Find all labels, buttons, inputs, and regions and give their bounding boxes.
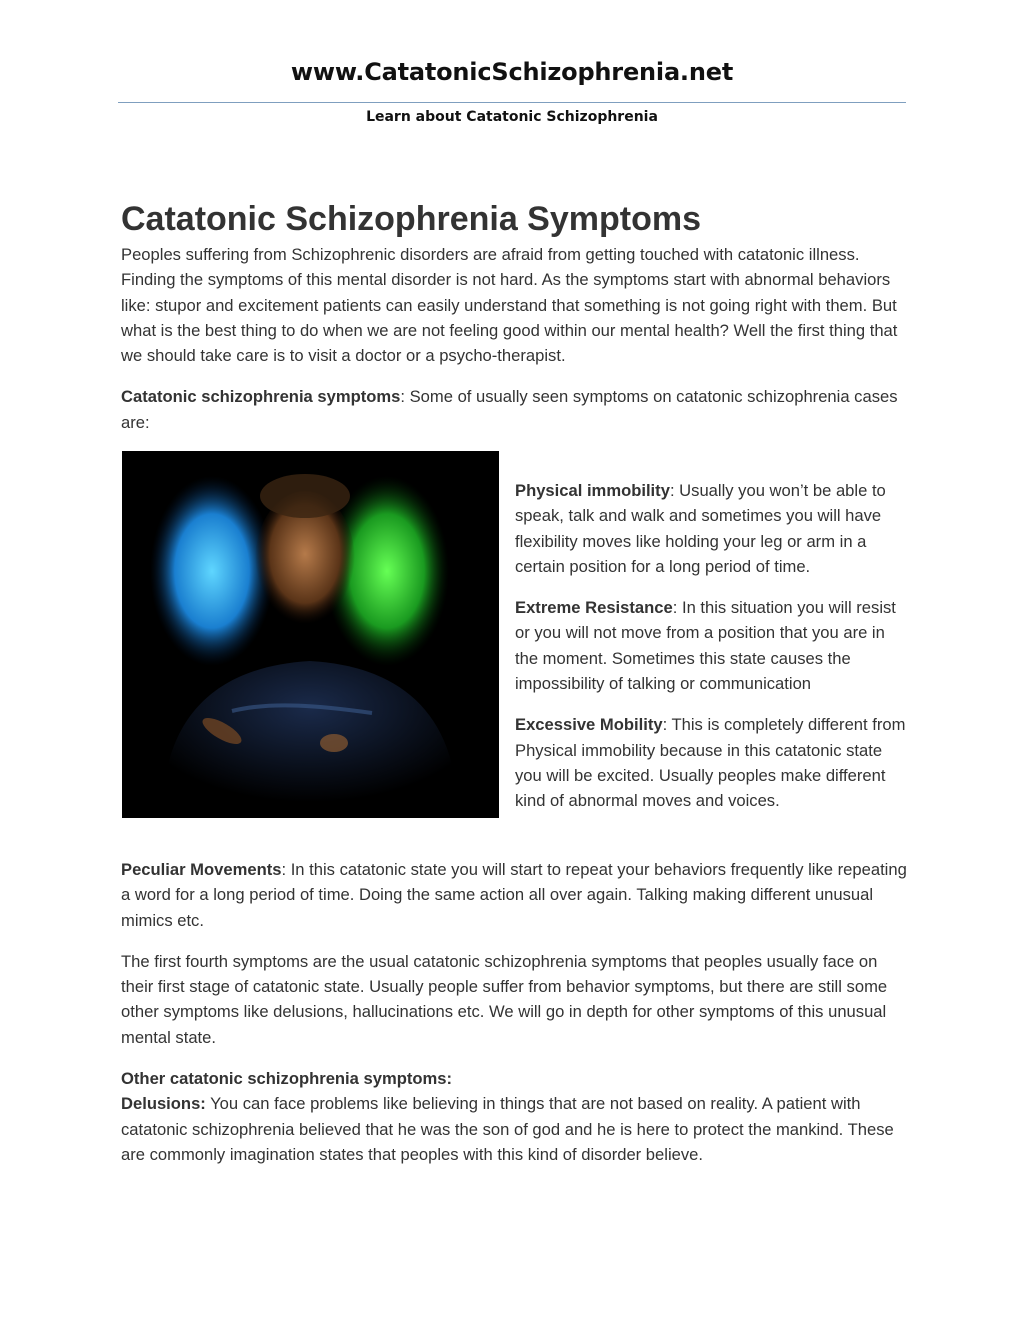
peculiar-movements-paragraph	[121, 857, 907, 933]
peculiar-term: Peculiar Movements	[121, 860, 282, 879]
symptom-item	[515, 712, 907, 813]
man-triple-face-illustration	[122, 451, 499, 818]
symptoms-lead-term: Catatonic schizophrenia symptoms	[121, 387, 401, 407]
summary-paragraph: The first fourth symptoms are the usual catatonic schizophrenia symptoms that peoples usually face on their first stage of catatonic state. Usually people suffer from behavior symptoms, but there are still some other symptoms like delusions, hallucinations etc. We will go in depth for other symptoms of this unusual mental state.	[121, 951, 888, 1047]
site-subtitle: Learn about Catatonic Schizophrenia	[366, 109, 658, 125]
symptom-text: : Usually you won’t be able to speak, talk and walk and sometimes you will have flexibility moves like holding your leg or arm in a certain position for a long period of time.	[515, 481, 886, 576]
symptom-item	[515, 478, 907, 579]
symptoms-lead-paragraph	[121, 384, 907, 435]
symptoms-list	[515, 478, 907, 814]
article-title: Catatonic Schizophrenia Symptoms	[121, 200, 701, 238]
symptom-text: : In this situation you will resist or you will not move from a position that you are in the moment. Sometimes this state causes the impossibility of talking or communication	[515, 598, 896, 694]
intro-paragraph: Peoples suffering from Schizophrenic disorders are afraid from getting touched with catatonic illness. Finding the symptoms of this mental disorder is not hard. As the symptoms start with abnormal behaviors like: stupor and excitement patients can easily understand that something is not going right with them. But what is the best thing to do when we are not feeling good within our mental health? Well the first thing that we should take care is to visit a doctor or a psycho-therapist.	[121, 245, 898, 366]
symptoms-lead-text: : Some of usually seen symptoms on catatonic schizophrenia cases are:	[121, 387, 898, 432]
article-bottom	[121, 857, 907, 1167]
schizophrenia-illustration-image	[122, 451, 499, 818]
symptom-text: : This is completely different from Physical immobility because in this catatonic state you will be excited. Usually peoples make different kind of abnormal moves and voices.	[515, 715, 906, 811]
article-top	[121, 196, 907, 435]
delusions-term: Delusions:	[121, 1094, 206, 1114]
delusions-text: You can face problems like believing in things that are not based on reality. A patient with catatonic schizophrenia believed that he was the son of god and he is here to protect the mankind. These are commonly imagination states that peoples with this kind of disorder believe.	[121, 1094, 894, 1164]
symptom-term: Extreme Resistance	[515, 598, 673, 618]
header-divider	[118, 102, 906, 103]
symptom-term: Excessive Mobility	[515, 715, 663, 735]
symptom-item	[515, 595, 907, 696]
delusions-paragraph	[121, 1091, 907, 1167]
other-symptoms-heading: Other catatonic schizophrenia symptoms:	[121, 1069, 453, 1089]
symptom-term: Physical immobility	[515, 481, 670, 500]
site-url-header: www.CatatonicSchizophrenia.net	[290, 58, 734, 86]
peculiar-text: : In this catatonic state you will start to repeat your behaviors frequently like repeating a word for a long period of time. Doing the same action all over again. Talking making different unusual mimics etc.	[121, 860, 907, 930]
